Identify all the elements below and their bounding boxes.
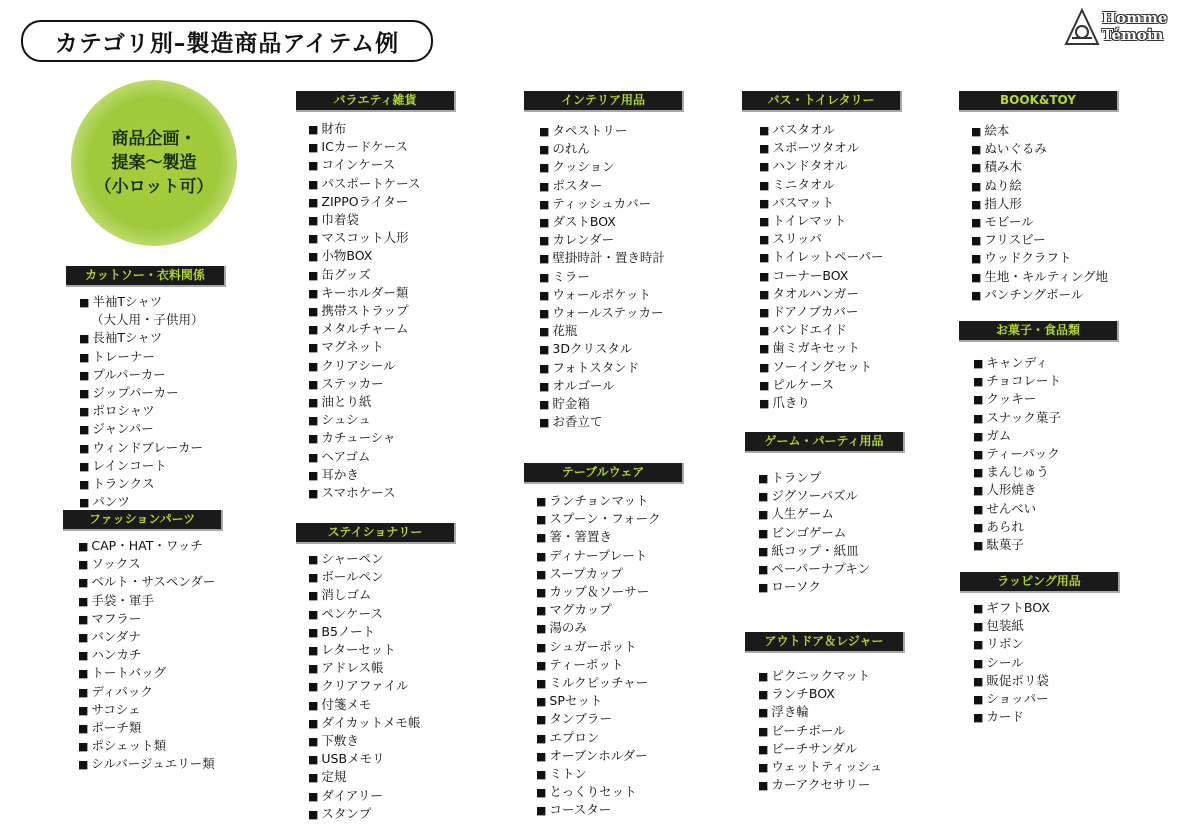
concept-circle bbox=[71, 80, 237, 246]
list-item: ■ 油とり紙 bbox=[308, 393, 456, 411]
list-item: ■ 箸・箸置き bbox=[536, 528, 684, 546]
item-list bbox=[308, 120, 456, 502]
list-item: ■ 3Dクリスタル bbox=[539, 340, 684, 358]
list-item: ■ 人形焼き bbox=[973, 481, 1119, 499]
list-item: （大人用・子供用） bbox=[91, 312, 204, 328]
category-cutsew bbox=[66, 266, 226, 511]
list-item: ■ シュシュ bbox=[308, 411, 456, 429]
list-item: ■ ポスター bbox=[539, 177, 684, 195]
list-item: ■ ミトン bbox=[536, 765, 684, 783]
list-item: ■ ジグソーパズル bbox=[758, 487, 905, 505]
list-item: ■ シャーペン bbox=[308, 550, 456, 568]
list-item: ■ 下敷き bbox=[308, 732, 456, 750]
list-item: ■ ポロシャツ bbox=[79, 402, 226, 420]
list-item: ■ ミラー bbox=[539, 268, 684, 286]
list-item: ■ 販促ポリ袋 bbox=[973, 672, 1120, 690]
list-item: ■ USBメモリ bbox=[308, 750, 456, 768]
list-item: ■ マスコット人形 bbox=[308, 229, 456, 247]
list-item: ■ トランクス bbox=[79, 475, 226, 493]
list-item: ■ せんべい bbox=[973, 500, 1119, 518]
category-title: バス・トイレタリー bbox=[742, 91, 902, 112]
list-item: ■ ZIPPOライター bbox=[308, 193, 456, 211]
list-item: ■ ティーポット bbox=[536, 656, 684, 674]
list-item: ■ 爪きり bbox=[759, 394, 902, 412]
list-item: ■ ペンケース bbox=[308, 605, 456, 623]
item-list bbox=[539, 122, 684, 431]
list-item: ■ カード bbox=[973, 708, 1120, 726]
item-list bbox=[308, 550, 456, 823]
list-item: ■ ウォールステッカー bbox=[539, 304, 684, 322]
category-title: ゲーム・パーティ用品 bbox=[745, 432, 905, 453]
list-item: ■ ティーパック bbox=[973, 445, 1119, 463]
list-item: ■ バンドエイド bbox=[759, 321, 902, 339]
list-item: ■ レインコート bbox=[79, 457, 226, 475]
category-wrapping bbox=[960, 572, 1120, 726]
list-item: ■ シュガーポット bbox=[536, 638, 684, 656]
list-item: ■ ヘアゴム bbox=[308, 448, 456, 466]
category-interior bbox=[524, 91, 684, 431]
list-item: ■ 積み木 bbox=[971, 158, 1119, 176]
house-logo-icon bbox=[1064, 8, 1100, 46]
list-item: ■ ハンドタオル bbox=[759, 157, 902, 175]
list-item: ■ ガム bbox=[973, 427, 1119, 445]
list-item: ■ チョコレート bbox=[973, 372, 1119, 390]
category-bath bbox=[742, 91, 902, 412]
list-item: ■ オルゴール bbox=[539, 377, 684, 395]
list-item: ■ ウォールポケット bbox=[539, 286, 684, 304]
list-item: ■ エプロン bbox=[536, 729, 684, 747]
list-item: ■ あられ bbox=[973, 518, 1119, 536]
list-item: ■ 財布 bbox=[308, 120, 456, 138]
list-item: ■ ショッパー bbox=[973, 690, 1120, 708]
list-item: ■ キーホルダー類 bbox=[308, 284, 456, 302]
category-title: インテリア用品 bbox=[524, 91, 684, 112]
list-item: ■ 手袋・軍手 bbox=[78, 592, 223, 610]
category-stationery bbox=[296, 523, 456, 823]
logo-word-1: Homme bbox=[1102, 9, 1168, 27]
list-item: ■ 湯のみ bbox=[536, 619, 684, 637]
list-item: ■ クリアシール bbox=[308, 357, 456, 375]
logo-word-2: Témoin bbox=[1102, 26, 1164, 44]
list-item: ■ 長袖Tシャツ bbox=[79, 329, 226, 347]
list-item: ■ コインケース bbox=[308, 156, 456, 174]
item-list bbox=[758, 469, 905, 596]
list-item: ■ スープカップ bbox=[536, 565, 684, 583]
list-item: ■ タペストリー bbox=[539, 122, 684, 140]
list-item: ■ ジャンパー bbox=[79, 420, 226, 438]
list-item: ■ ディナープレート bbox=[536, 547, 684, 565]
list-item: ■ ダストBOX bbox=[539, 213, 684, 231]
list-item: ■ バスマット bbox=[759, 194, 902, 212]
list-item: ■ ギフトBOX bbox=[973, 599, 1120, 617]
list-item: ■ プルパーカー bbox=[79, 366, 226, 384]
list-item: ■ 付箋メモ bbox=[308, 696, 456, 714]
category-variety bbox=[296, 91, 456, 502]
list-item: ■ ペーパーナプキン bbox=[758, 560, 905, 578]
list-item: ■ ステッカー bbox=[308, 375, 456, 393]
list-item: ■ 花瓶 bbox=[539, 322, 684, 340]
item-list bbox=[78, 537, 223, 774]
item-list bbox=[971, 122, 1119, 304]
category-sweets bbox=[959, 321, 1119, 554]
list-item: ■ 紙コップ・紙皿 bbox=[758, 542, 905, 560]
category-game bbox=[745, 432, 905, 596]
list-item: ■ CAP・HAT・ワッチ bbox=[78, 537, 223, 555]
category-title: アウトドア＆レジャー bbox=[745, 632, 905, 653]
list-item: ■ 缶グッズ bbox=[308, 266, 456, 284]
list-item: ■ カチューシャ bbox=[308, 429, 456, 447]
list-item: ■ ダイアリー bbox=[308, 787, 456, 805]
list-item: ■ タオルハンガー bbox=[759, 285, 902, 303]
list-item: ■ ピクニックマット bbox=[758, 667, 905, 685]
list-item: ■ カップ＆ソーサー bbox=[536, 583, 684, 601]
list-item: ■ パスポートケース bbox=[308, 175, 456, 193]
list-item: ■ パンチングボール bbox=[971, 286, 1119, 304]
list-item: ■ トランプ bbox=[758, 469, 905, 487]
list-item: ■ メタルチャーム bbox=[308, 320, 456, 338]
list-item: ■ 絵本 bbox=[971, 122, 1119, 140]
list-item: ■ アドレス帳 bbox=[308, 659, 456, 677]
list-item: ■ リボン bbox=[973, 635, 1120, 653]
list-item: ■ 半袖Tシャツ bbox=[79, 293, 226, 311]
category-tableware bbox=[524, 463, 684, 820]
list-item: ■ マフラー bbox=[78, 610, 223, 628]
list-item: ■ ベルト・サスペンダー bbox=[78, 573, 223, 591]
list-item: ■ ビンゴゲーム bbox=[758, 524, 905, 542]
list-item: ■ ランチョンマット bbox=[536, 492, 684, 510]
list-item: ■ スタンプ bbox=[308, 805, 456, 823]
list-item: ■ B5ノート bbox=[308, 623, 456, 641]
list-item: ■ バンダナ bbox=[78, 628, 223, 646]
list-item: ■ バスタオル bbox=[759, 121, 902, 139]
circle-line-2: 提案～製造 bbox=[111, 153, 197, 173]
category-title: バラエティ雑貨 bbox=[296, 91, 456, 112]
circle-line-1: 商品企画・ bbox=[111, 129, 197, 149]
list-item: ■ マグネット bbox=[308, 338, 456, 356]
list-item: ■ 貯金箱 bbox=[539, 395, 684, 413]
list-item: ■ ミニタオル bbox=[759, 176, 902, 194]
list-item: ■ コーナーBOX bbox=[759, 267, 902, 285]
item-list bbox=[973, 599, 1120, 726]
list-item: ■ スプーン・フォーク bbox=[536, 510, 684, 528]
list-item: ■ ボールペン bbox=[308, 568, 456, 586]
list-item: ■ ミルクピッチャー bbox=[536, 674, 684, 692]
list-item: ■ スマホケース bbox=[308, 484, 456, 502]
list-item: ■ カレンダー bbox=[539, 231, 684, 249]
category-outdoor bbox=[745, 632, 905, 794]
list-item: ■ スナック菓子 bbox=[973, 409, 1119, 427]
list-item: ■ ジップパーカー bbox=[79, 384, 226, 402]
list-item: ■ ポーチ類 bbox=[78, 719, 223, 737]
list-item: ■ 耳かき bbox=[308, 466, 456, 484]
list-item: ■ モビール bbox=[971, 213, 1119, 231]
list-item: ■ お香立て bbox=[539, 413, 684, 431]
list-item: ■ パンツ bbox=[79, 493, 226, 511]
list-item: ■ ぬいぐるみ bbox=[971, 140, 1119, 158]
list-item: ■ スリッパ bbox=[759, 230, 902, 248]
list-item: ■ ローソク bbox=[758, 578, 905, 596]
homme-temoin-logo bbox=[1064, 8, 1186, 48]
list-item: ■ トートバッグ bbox=[78, 664, 223, 682]
page-title: カテゴリ別–製造商品アイテム例 bbox=[21, 20, 433, 62]
list-item: ■ ピルケース bbox=[759, 376, 902, 394]
list-item: ■ 指人形 bbox=[971, 195, 1119, 213]
category-title: ラッピング用品 bbox=[960, 572, 1120, 593]
list-item: ■ 携帯ストラップ bbox=[308, 302, 456, 320]
list-item: ■ まんじゅう bbox=[973, 463, 1119, 481]
item-list bbox=[759, 121, 902, 412]
list-item: ■ トイレマット bbox=[759, 212, 902, 230]
list-item: ■ カーアクセサリー bbox=[758, 776, 905, 794]
list-item: ■ 駄菓子 bbox=[973, 536, 1119, 554]
category-title: ステイショナリー bbox=[296, 523, 456, 544]
category-title: カットソー・衣料関係 bbox=[66, 266, 226, 287]
list-item: ■ ICカードケース bbox=[308, 138, 456, 156]
list-item: ■ ウェットティッシュ bbox=[758, 758, 905, 776]
list-item: ■ ランチBOX bbox=[758, 685, 905, 703]
category-title: テーブルウェア bbox=[524, 463, 684, 484]
list-item: ■ 人生ゲーム bbox=[758, 505, 905, 523]
list-item: ■ ソックス bbox=[78, 555, 223, 573]
item-list bbox=[536, 492, 684, 820]
circle-line-3: （小ロット可） bbox=[94, 177, 214, 197]
list-item: ■ トレーナー bbox=[79, 348, 226, 366]
list-item: ■ シール bbox=[973, 654, 1120, 672]
list-item: ■ 定規 bbox=[308, 768, 456, 786]
list-item: ■ 浮き輪 bbox=[758, 703, 905, 721]
category-title: BOOK&TOY bbox=[959, 91, 1119, 112]
list-item: ■ クッキー bbox=[973, 390, 1119, 408]
list-item: ■ SPセット bbox=[536, 692, 684, 710]
list-item: ■ 包装紙 bbox=[973, 617, 1120, 635]
list-item: ■ クッション bbox=[539, 158, 684, 176]
category-booktoy bbox=[959, 91, 1119, 304]
list-item: ■ ハンカチ bbox=[78, 646, 223, 664]
category-title: ファッションパーツ bbox=[63, 510, 223, 531]
item-list bbox=[973, 354, 1119, 554]
list-item: ■ ディパック bbox=[78, 683, 223, 701]
list-item: ■ レターセット bbox=[308, 641, 456, 659]
list-item: ■ シルバージュエリー類 bbox=[78, 755, 223, 773]
list-item: ■ ティッシュカバー bbox=[539, 195, 684, 213]
list-item: ■ ビーチサンダル bbox=[758, 740, 905, 758]
list-item: ■ 壁掛時計・置き時計 bbox=[539, 249, 684, 267]
list-item: ■ ウッドクラフト bbox=[971, 249, 1119, 267]
list-item: ■ ビーチボール bbox=[758, 722, 905, 740]
list-item: ■ マグカップ bbox=[536, 601, 684, 619]
list-item: ■ スポーツタオル bbox=[759, 139, 902, 157]
list-item: ■ オーブンホルダー bbox=[536, 747, 684, 765]
list-item: ■ とっくりセット bbox=[536, 783, 684, 801]
item-list bbox=[79, 293, 226, 511]
list-item: ■ ドアノブカバー bbox=[759, 303, 902, 321]
list-item: ■ 歯ミガキセット bbox=[759, 339, 902, 357]
list-item: ■ タンブラー bbox=[536, 710, 684, 728]
list-item: ■ ソーイングセット bbox=[759, 358, 902, 376]
category-fashion bbox=[63, 510, 223, 774]
list-item: ■ 生地・キルティング地 bbox=[971, 268, 1119, 286]
list-item: ■ フォトスタンド bbox=[539, 359, 684, 377]
list-item: ■ のれん bbox=[539, 140, 684, 158]
list-item: ■ サコシェ bbox=[78, 701, 223, 719]
list-item: ■ トイレットペーパー bbox=[759, 248, 902, 266]
list-item: ■ クリアファイル bbox=[308, 677, 456, 695]
list-item: ■ キャンディ bbox=[973, 354, 1119, 372]
list-item: ■ ポシェット類 bbox=[78, 737, 223, 755]
list-item: ■ コースター bbox=[536, 801, 684, 819]
category-title: お菓子・食品類 bbox=[959, 321, 1119, 342]
list-item: ■ ぬり絵 bbox=[971, 177, 1119, 195]
list-item: ■ ダイカットメモ帳 bbox=[308, 714, 456, 732]
list-item: ■ 巾着袋 bbox=[308, 211, 456, 229]
item-list bbox=[758, 667, 905, 794]
list-item: ■ フリスビー bbox=[971, 231, 1119, 249]
list-item: ■ ウィンドブレーカー bbox=[79, 439, 226, 457]
list-item: ■ 消しゴム bbox=[308, 586, 456, 604]
list-item: ■ 小物BOX bbox=[308, 247, 456, 265]
